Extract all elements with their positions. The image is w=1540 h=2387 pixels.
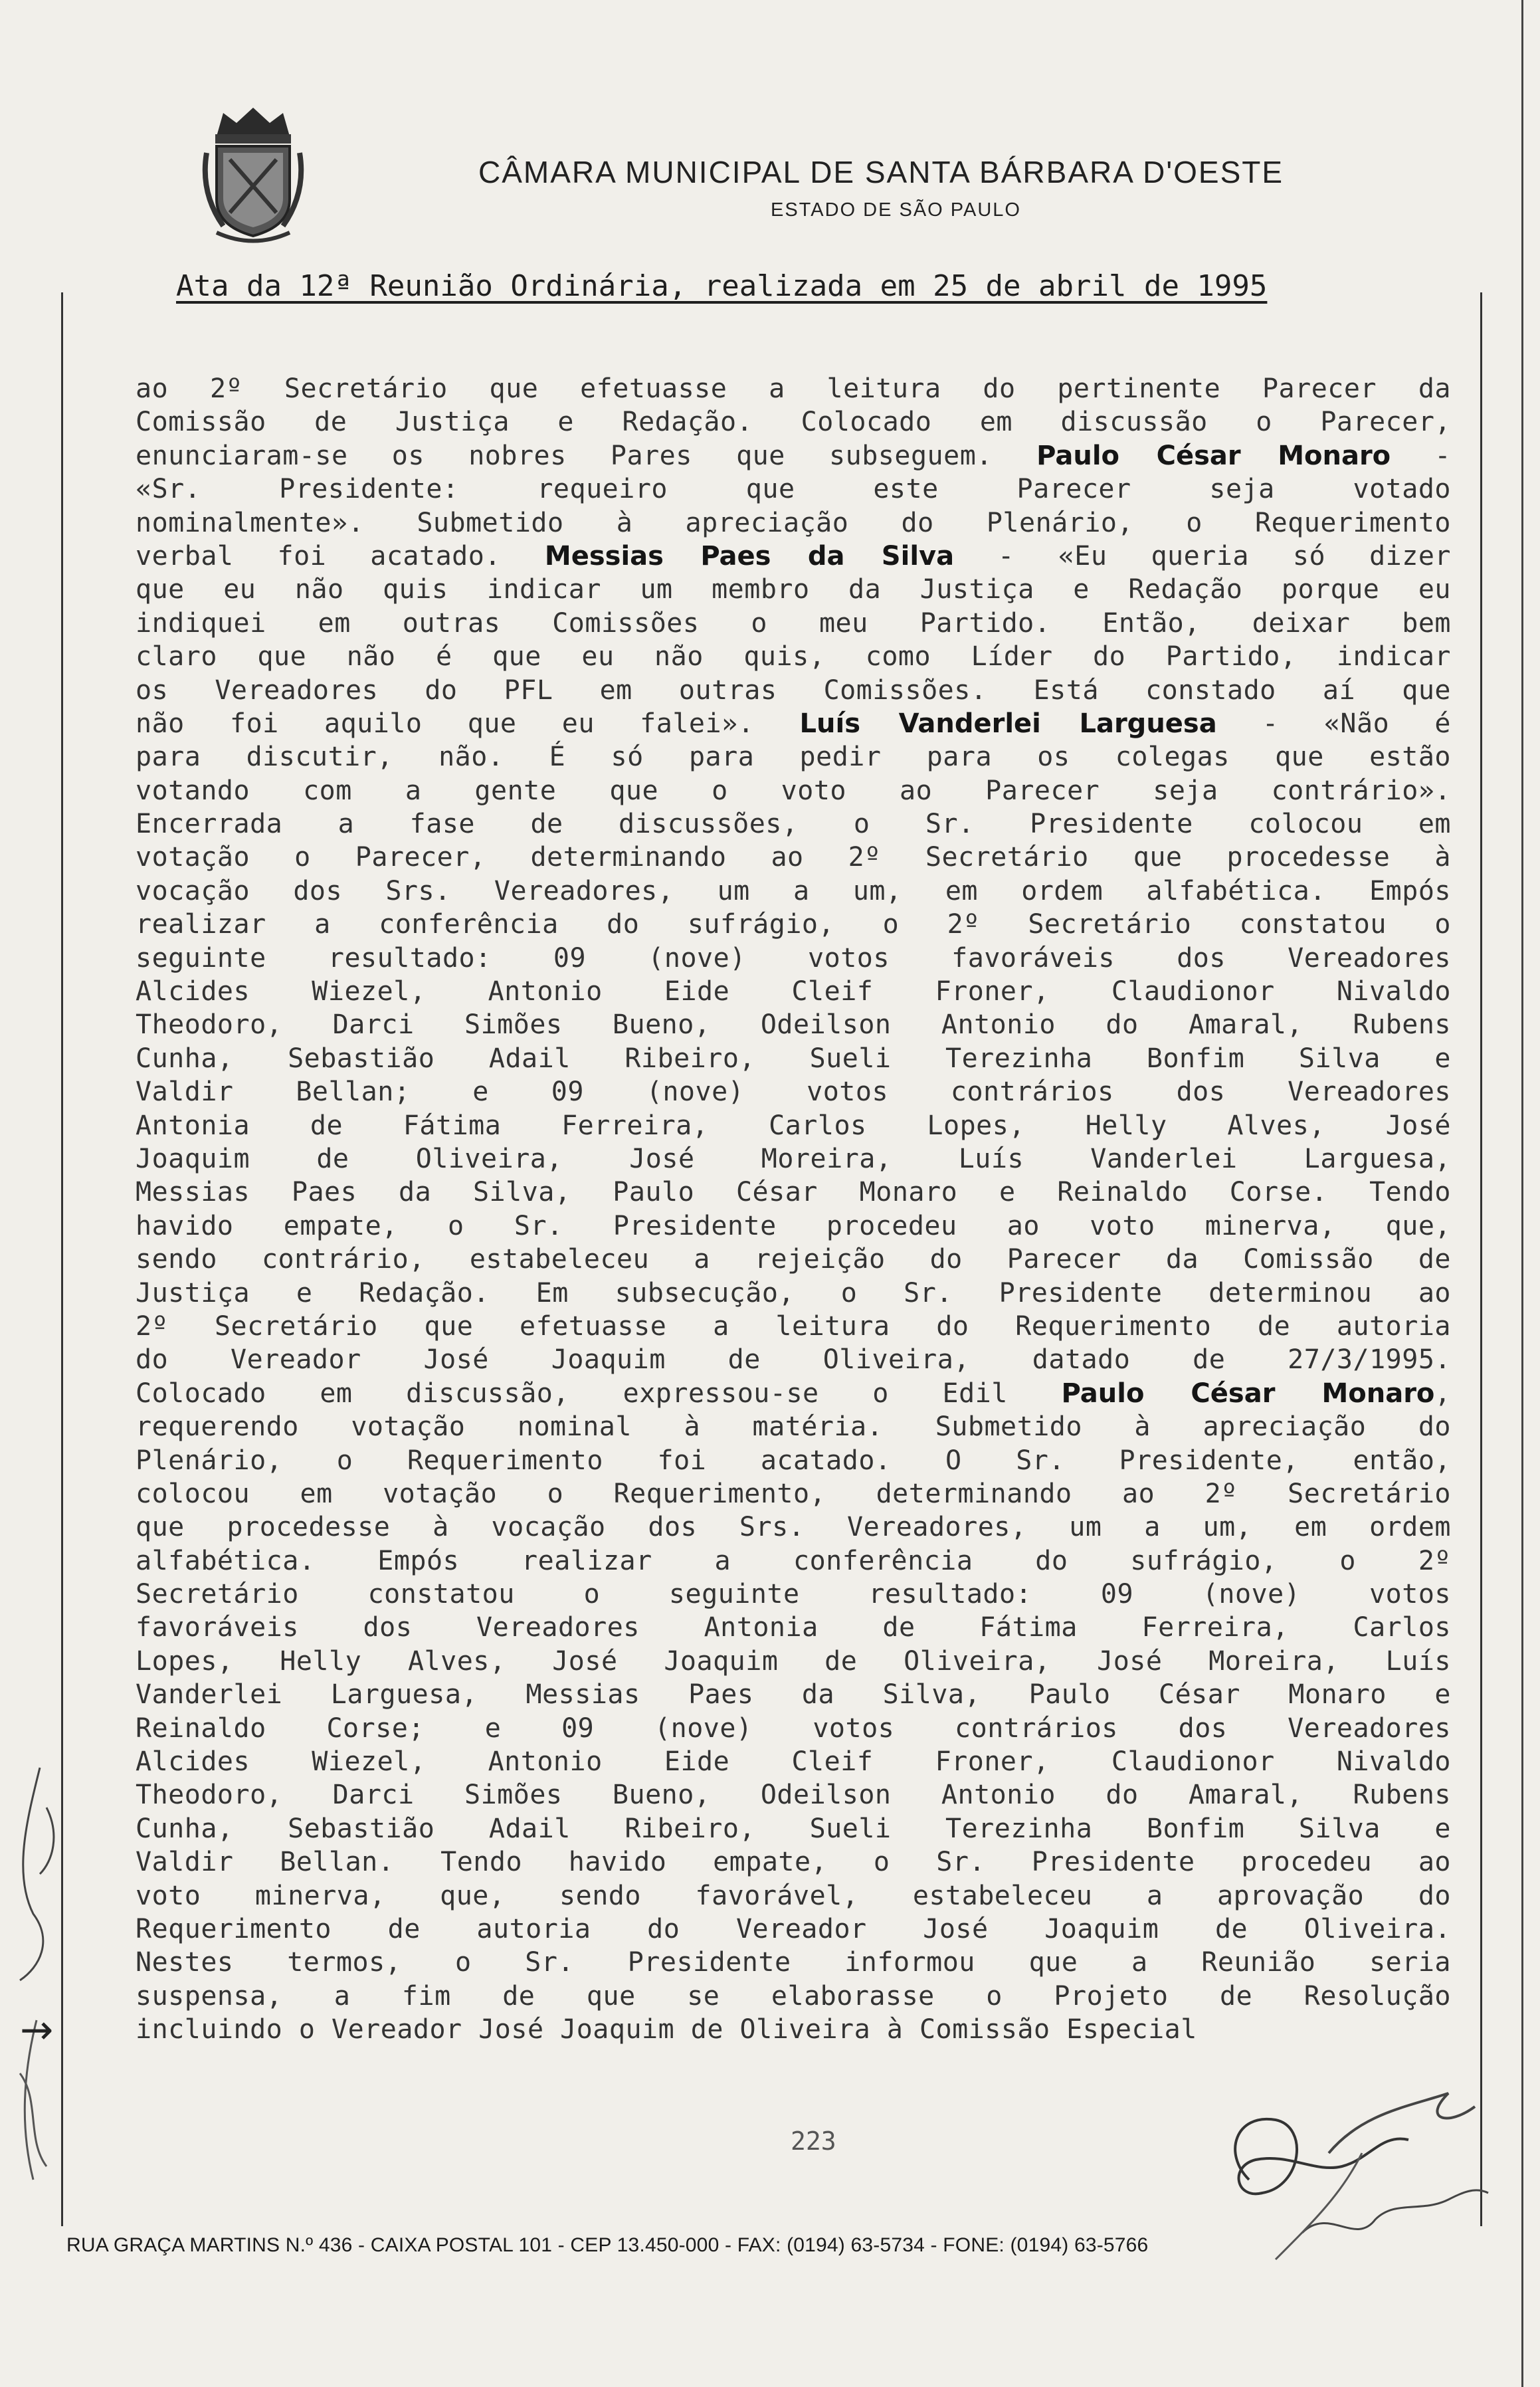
- text-line: [136, 1544, 1451, 1578]
- text-segment: Alcides Wiezel, Antonio Eide Cleif Froner, Claudionor Nivaldo: [136, 976, 1451, 1007]
- text-segment: incluindo o Vereador José Joaquim de Oliveira à Comissão Especial: [136, 2014, 1197, 2045]
- speaker-name: Luís Vanderlei Larguesa: [799, 708, 1217, 739]
- minutes-body: [136, 372, 1451, 2047]
- text-line: [136, 1410, 1451, 1443]
- text-line: [136, 740, 1451, 774]
- text-line: [136, 573, 1451, 606]
- text-line: [136, 1745, 1451, 1778]
- text-segment: enunciaram-se os nobres Pares que subseguem.: [136, 440, 1037, 471]
- text-line: [136, 1042, 1451, 1075]
- text-line: [136, 1008, 1451, 1041]
- text-segment: suspensa, a fim de que se elaborasse o Projeto de Resolução: [136, 1980, 1451, 2012]
- text-line: [136, 1243, 1451, 1276]
- chamber-name: CÂMARA MUNICIPAL DE SANTA BÁRBARA D'OESTE: [478, 155, 1284, 189]
- page-number: 223: [791, 2127, 836, 2156]
- text-segment: Reinaldo Corse; e 09 (nove) votos contrários dos Vereadores: [136, 1712, 1451, 1744]
- text-segment: Vanderlei Larguesa, Messias Paes da Silva, Paulo César Monaro e: [136, 1679, 1451, 1711]
- text-line: [136, 1343, 1451, 1376]
- text-segment: Cunha, Sebastião Adail Ribeiro, Sueli Terezinha Bonfim Silva e: [136, 1813, 1451, 1844]
- text-line: [136, 1075, 1451, 1108]
- text-line: [136, 1812, 1451, 1845]
- text-segment: Theodoro, Darci Simões Bueno, Odeilson Antonio do Amaral, Rubens: [136, 1009, 1451, 1041]
- text-segment: Valdir Bellan; e 09 (nove) votos contrários dos Vereadores: [136, 1077, 1451, 1108]
- speaker-name: Paulo César Monaro: [1036, 440, 1391, 471]
- text-line: [136, 1845, 1451, 1879]
- text-segment: votação o Parecer, determinando ao 2º Secretário que procedesse à: [136, 842, 1451, 873]
- text-line: [136, 1310, 1451, 1343]
- text-segment: Antonia de Fátima Ferreira, Carlos Lopes, Helly Alves, José: [136, 1110, 1451, 1141]
- text-segment: Cunha, Sebastião Adail Ribeiro, Sueli Terezinha Bonfim Silva e: [136, 1043, 1451, 1074]
- text-segment: que eu não quis indicar um membro da Justiça e Redação porque eu: [136, 574, 1451, 605]
- text-segment: Valdir Bellan. Tendo havido empate, o Sr. Presidente procedeu ao: [136, 1847, 1451, 1878]
- text-line: [136, 841, 1451, 874]
- text-line: [136, 1176, 1451, 1209]
- text-segment: Lopes, Helly Alves, José Joaquim de Oliveira, José Moreira, Luís: [136, 1645, 1451, 1677]
- text-line: [136, 1578, 1451, 1611]
- text-line: [136, 607, 1451, 640]
- text-line: [136, 875, 1451, 908]
- text-segment: Joaquim de Oliveira, José Moreira, Luís Vanderlei Larguesa,: [136, 1143, 1451, 1174]
- text-segment: voto minerva, que, sendo favorável, estabeleceu a aprovação do: [136, 1880, 1451, 1911]
- text-line: [136, 372, 1451, 405]
- text-line: [136, 1477, 1451, 1510]
- text-segment: do Vereador José Joaquim de Oliveira, datado de 27/3/1995.: [136, 1344, 1451, 1376]
- text-segment: seguinte resultado: 09 (nove) votos favoráveis dos Vereadores: [136, 942, 1451, 974]
- right-border-line: [1480, 292, 1482, 2226]
- text-segment: Alcides Wiezel, Antonio Eide Cleif Froner, Claudionor Nivaldo: [136, 1746, 1451, 1778]
- text-segment: havido empate, o Sr. Presidente procedeu ao voto minerva, que,: [136, 1210, 1451, 1241]
- text-segment: Theodoro, Darci Simões Bueno, Odeilson Antonio do Amaral, Rubens: [136, 1780, 1451, 1811]
- text-segment: Encerrada a fase de discussões, o Sr. Presidente colocou em: [136, 809, 1451, 840]
- text-segment: ao 2º Secretário que efetuasse a leitura do pertinente Parecer da: [136, 373, 1451, 404]
- text-segment: claro que não é que eu não quis, como Líder do Partido, indicar: [136, 641, 1451, 673]
- text-line: [136, 540, 1451, 573]
- text-line: [136, 1778, 1451, 1812]
- page-edge-line: [1521, 0, 1523, 2387]
- text-line: [136, 707, 1451, 740]
- text-line: [136, 975, 1451, 1008]
- text-line: [136, 1678, 1451, 1711]
- text-segment: vocação dos Srs. Vereadores, um a um, em ordem alfabética. Empós: [136, 875, 1451, 906]
- text-line: [136, 405, 1451, 439]
- text-line: [136, 1611, 1451, 1644]
- text-segment: - «Eu queria só dizer: [954, 540, 1452, 571]
- text-segment: «Sr. Presidente: requeiro que este Parecer seja votado: [136, 474, 1451, 505]
- text-line: [136, 439, 1451, 472]
- text-segment: não foi aquilo que eu falei».: [136, 708, 800, 739]
- text-line: [136, 472, 1451, 506]
- text-line: [136, 942, 1451, 975]
- text-line: [136, 807, 1451, 841]
- municipal-crest-icon: [197, 100, 310, 246]
- speaker-name: Messias Paes da Silva: [544, 540, 955, 571]
- text-line: [136, 1209, 1451, 1243]
- text-segment: Secretário constatou o seguinte resultado: 09 (nove) votos: [136, 1579, 1451, 1610]
- text-segment: Comissão de Justiça e Redação. Colocado em discussão o Parecer,: [136, 407, 1451, 438]
- text-line: [136, 1712, 1451, 1745]
- text-segment: -: [1391, 440, 1451, 471]
- text-line: [136, 1142, 1451, 1176]
- text-line: [136, 1879, 1451, 1913]
- text-segment: Messias Paes da Silva, Paulo César Monaro e Reinaldo Corse. Tendo: [136, 1177, 1451, 1208]
- text-segment: Requerimento de autoria do Vereador José Joaquim de Oliveira.: [136, 1913, 1451, 1944]
- text-segment: Plenário, o Requerimento foi acatado. O Sr. Presidente, então,: [136, 1445, 1451, 1476]
- text-segment: sendo contrário, estabeleceu a rejeição do Parecer da Comissão de: [136, 1244, 1451, 1275]
- text-segment: para discutir, não. É só para pedir para os colegas que estão: [136, 742, 1451, 773]
- text-segment: colocou em votação o Requerimento, determinando ao 2º Secretário: [136, 1478, 1451, 1509]
- footer-address: RUA GRAÇA MARTINS N.º 436 - CAIXA POSTAL 101 - CEP 13.450-000 - FAX: (0194) 63-5734 - FONE: (0194) 63-5766: [66, 2234, 1149, 2256]
- speaker-name: Paulo César Monaro: [1061, 1378, 1435, 1409]
- text-line: [136, 774, 1451, 807]
- margin-arrow-icon: →: [20, 2007, 54, 2053]
- text-line: [136, 674, 1451, 707]
- text-segment: Justiça e Redação. Em subsecução, o Sr. Presidente determinou ao: [136, 1277, 1451, 1308]
- text-segment: requerendo votação nominal à matéria. Submetido à apreciação do: [136, 1411, 1451, 1443]
- text-segment: alfabética. Empós realizar a conferência do sufrágio, o 2º: [136, 1545, 1451, 1576]
- text-segment: nominalmente». Submetido à apreciação do Plenário, o Requerimento: [136, 507, 1451, 538]
- text-segment: Nestes termos, o Sr. Presidente informou que a Reunião seria: [136, 1947, 1451, 1978]
- text-segment: votando com a gente que o voto ao Parecer seja contrário».: [136, 775, 1451, 806]
- handwritten-signature-margin: [0, 1741, 73, 2206]
- state-name: ESTADO DE SÃO PAULO: [771, 199, 1021, 221]
- text-segment: Colocado em discussão, expressou-se o Edil: [136, 1378, 1062, 1409]
- text-segment: 2º Secretário que efetuasse a leitura do Requerimento de autoria: [136, 1310, 1451, 1342]
- text-line: [136, 1645, 1451, 1678]
- text-segment: indiquei em outras Comissões o meu Partido. Então, deixar bem: [136, 607, 1451, 639]
- text-segment: que procedesse à vocação dos Srs. Vereadores, um a um, em ordem: [136, 1512, 1451, 1543]
- text-segment: favoráveis dos Vereadores Antonia de Fátima Ferreira, Carlos: [136, 1612, 1451, 1643]
- text-line: [136, 506, 1451, 540]
- text-line: [136, 1109, 1451, 1142]
- text-segment: os Vereadores do PFL em outras Comissões. Está constado aí que: [136, 675, 1451, 706]
- text-line: [136, 1980, 1451, 2013]
- text-segment: - «Não é: [1216, 708, 1451, 739]
- text-line: [136, 1444, 1451, 1477]
- text-line: [136, 1377, 1451, 1410]
- text-line: [136, 1913, 1451, 1946]
- text-line: [136, 1946, 1451, 1979]
- text-line: [136, 1277, 1451, 1310]
- text-segment: ,: [1434, 1378, 1451, 1409]
- text-segment: realizar a conferência do sufrágio, o 2º Secretário constatou o: [136, 909, 1451, 940]
- text-line: [136, 908, 1451, 941]
- text-line: [136, 1510, 1451, 1544]
- minutes-title: Ata da 12ª Reunião Ordinária, realizada em 25 de abril de 1995: [176, 269, 1268, 303]
- text-line: [136, 640, 1451, 673]
- text-segment: verbal foi acatado.: [136, 540, 545, 571]
